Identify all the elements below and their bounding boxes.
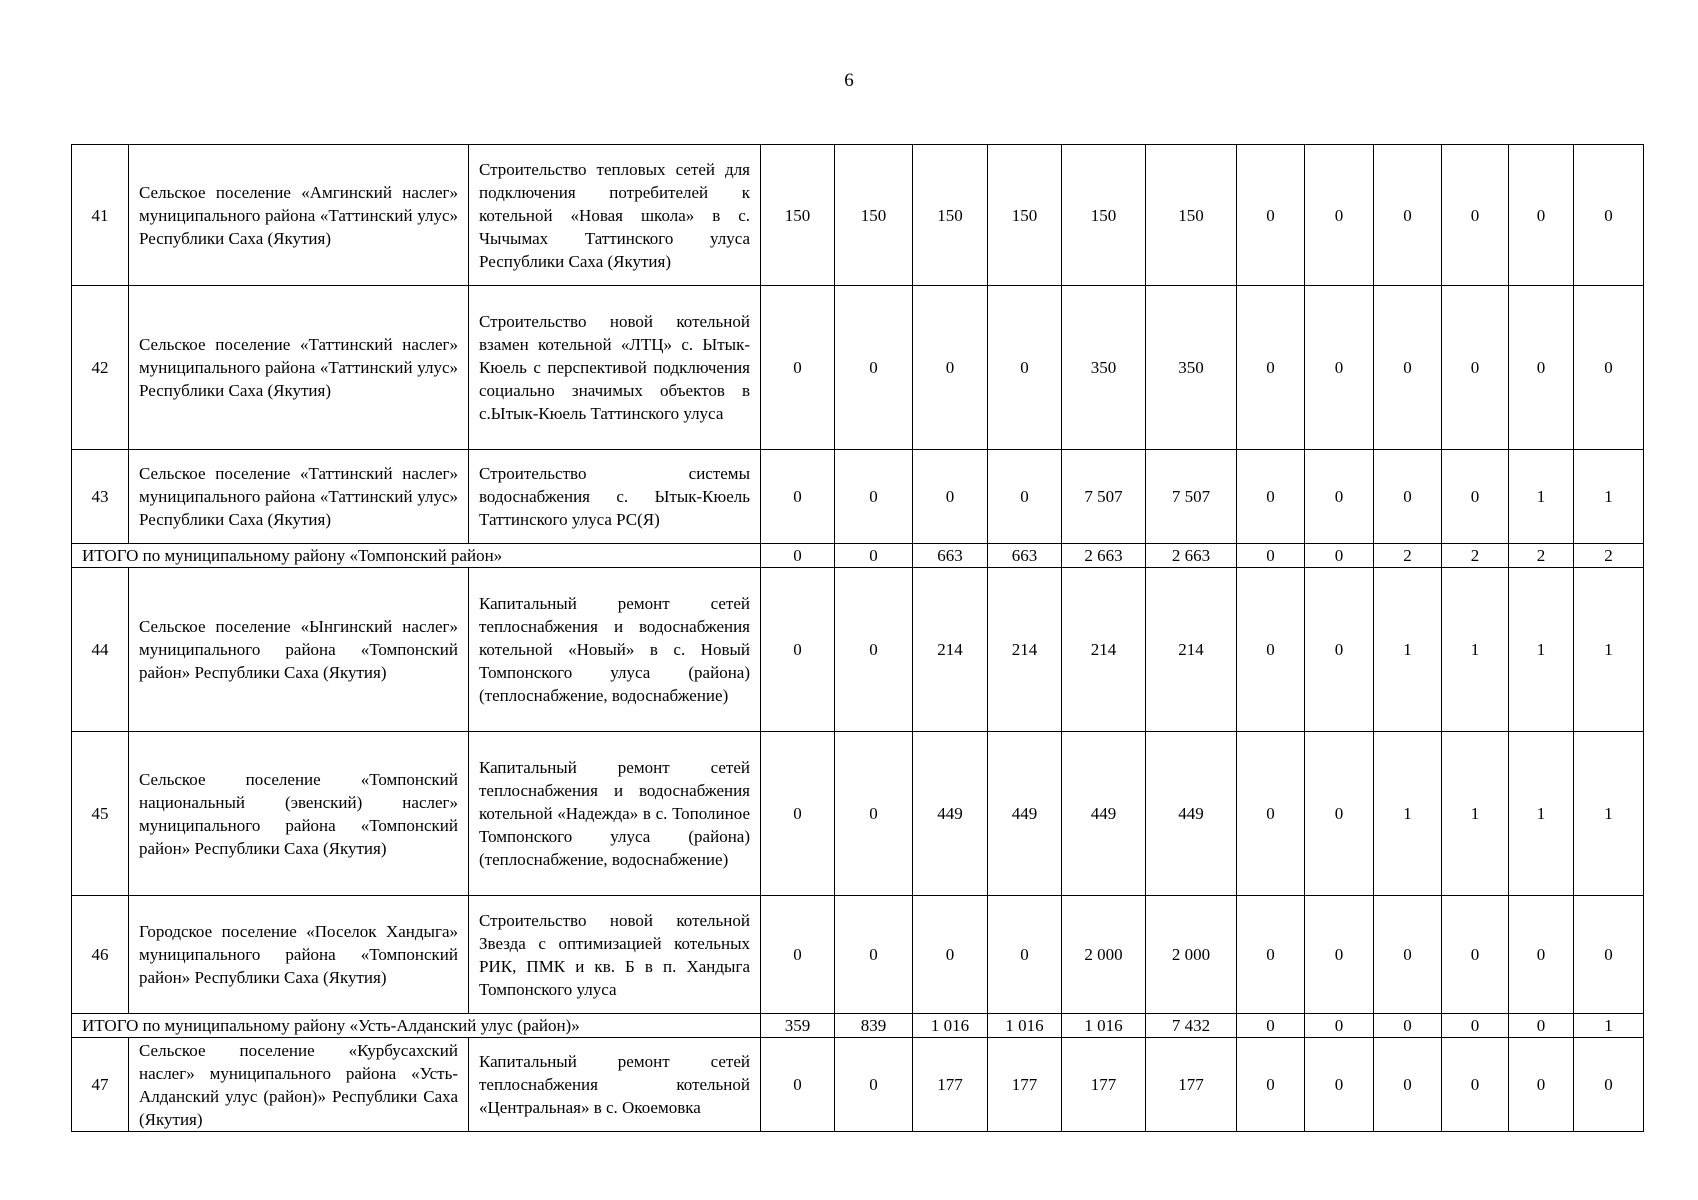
- value-cell: 2: [1374, 544, 1442, 568]
- value-cell: 839: [835, 1014, 913, 1038]
- value-cell: 2: [1509, 544, 1574, 568]
- value-cell: 0: [1305, 896, 1374, 1014]
- value-cell: 0: [1509, 145, 1574, 286]
- value-cell: 177: [913, 1038, 988, 1132]
- project-cell: Строительство тепловых сетей для подключения потребителей к котельной «Новая школа» в с. Чычымах Таттинского улуса Республики Саха (Якутия): [469, 145, 761, 286]
- value-cell: 0: [1509, 896, 1574, 1014]
- table-row: [72, 896, 1644, 1014]
- value-cell: 0: [1237, 896, 1305, 1014]
- value-cell: 177: [1062, 1038, 1146, 1132]
- project-cell: Строительство новой котельной взамен котельной «ЛТЦ» с. Ытык-Кюель с перспективой подключения социально значимых объектов в с.Ытык-Кюель Таттинского улуса: [469, 286, 761, 450]
- project-cell: Строительство новой котельной Звезда с оптимизацией котельных РИК, ПМК и кв. Б в п. Хандыга Томпонского улуса: [469, 896, 761, 1014]
- value-cell: 0: [1237, 732, 1305, 896]
- value-cell: 449: [988, 732, 1062, 896]
- project-cell: Строительство системы водоснабжения с. Ытык-Кюель Таттинского улуса РС(Я): [469, 450, 761, 544]
- value-cell: 0: [1305, 568, 1374, 732]
- value-cell: 0: [835, 450, 913, 544]
- municipality-cell: Сельское поселение «Ынгинский наслег» муниципального района «Томпонский район» Республики Саха (Якутия): [129, 568, 469, 732]
- value-cell: 0: [1442, 450, 1509, 544]
- value-cell: 449: [1146, 732, 1237, 896]
- value-cell: 0: [1442, 286, 1509, 450]
- table-row: [72, 450, 1644, 544]
- page-number: 6: [844, 70, 854, 91]
- value-cell: 0: [1574, 145, 1644, 286]
- total-row: [72, 544, 1644, 568]
- total-label: ИТОГО по муниципальному району «Томпонский район»: [72, 544, 761, 568]
- row-number: 46: [72, 896, 129, 1014]
- value-cell: 0: [913, 286, 988, 450]
- table-row: [72, 1038, 1644, 1132]
- municipality-cell: Сельское поселение «Таттинский наслег» муниципального района «Таттинский улус» Республики Саха (Якутия): [129, 450, 469, 544]
- value-cell: 0: [1305, 1038, 1374, 1132]
- value-cell: 0: [1509, 1038, 1574, 1132]
- value-cell: 0: [1374, 1038, 1442, 1132]
- value-cell: 1: [1574, 1014, 1644, 1038]
- table-row: [72, 732, 1644, 896]
- value-cell: 0: [835, 896, 913, 1014]
- municipality-cell: Городское поселение «Поселок Хандыга» муниципального района «Томпонский район» Республики Саха (Якутия): [129, 896, 469, 1014]
- value-cell: 0: [1442, 1038, 1509, 1132]
- value-cell: 0: [1237, 145, 1305, 286]
- value-cell: 350: [1146, 286, 1237, 450]
- value-cell: 2 000: [1146, 896, 1237, 1014]
- value-cell: 2 000: [1062, 896, 1146, 1014]
- value-cell: 7 507: [1146, 450, 1237, 544]
- value-cell: 1 016: [1062, 1014, 1146, 1038]
- value-cell: 0: [1509, 286, 1574, 450]
- value-cell: 0: [761, 732, 835, 896]
- value-cell: 214: [1146, 568, 1237, 732]
- row-number: 42: [72, 286, 129, 450]
- value-cell: 663: [988, 544, 1062, 568]
- value-cell: 0: [988, 450, 1062, 544]
- value-cell: 0: [1305, 450, 1374, 544]
- value-cell: 177: [988, 1038, 1062, 1132]
- project-cell: Капитальный ремонт сетей теплоснабжения и водоснабжения котельной «Надежда» в с. Тополиное Томпонского улуса (района) (теплоснабжение, водоснабжение): [469, 732, 761, 896]
- value-cell: 0: [761, 450, 835, 544]
- value-cell: 0: [835, 286, 913, 450]
- value-cell: 663: [913, 544, 988, 568]
- value-cell: 1: [1509, 732, 1574, 896]
- value-cell: 449: [1062, 732, 1146, 896]
- value-cell: 1: [1509, 450, 1574, 544]
- value-cell: 0: [835, 568, 913, 732]
- value-cell: 0: [761, 286, 835, 450]
- value-cell: 0: [1305, 732, 1374, 896]
- total-row: [72, 1014, 1644, 1038]
- value-cell: 177: [1146, 1038, 1237, 1132]
- value-cell: 150: [913, 145, 988, 286]
- value-cell: 0: [1374, 896, 1442, 1014]
- value-cell: 0: [1442, 145, 1509, 286]
- row-number: 45: [72, 732, 129, 896]
- value-cell: 1: [1509, 568, 1574, 732]
- value-cell: 0: [1442, 896, 1509, 1014]
- table-row: [72, 568, 1644, 732]
- value-cell: 0: [1305, 1014, 1374, 1038]
- value-cell: 0: [761, 896, 835, 1014]
- value-cell: 0: [1374, 450, 1442, 544]
- municipality-cell: Сельское поселение «Курбусахский наслег» муниципального района «Усть-Алданский улус (район)» Республики Саха (Якутия): [129, 1038, 469, 1132]
- value-cell: 0: [1374, 286, 1442, 450]
- value-cell: 2: [1442, 544, 1509, 568]
- value-cell: 1: [1574, 450, 1644, 544]
- value-cell: 449: [913, 732, 988, 896]
- value-cell: 0: [1509, 1014, 1574, 1038]
- value-cell: 0: [1374, 1014, 1442, 1038]
- value-cell: 1: [1442, 568, 1509, 732]
- value-cell: 0: [1305, 544, 1374, 568]
- value-cell: 0: [761, 544, 835, 568]
- table-row: [72, 286, 1644, 450]
- value-cell: 150: [988, 145, 1062, 286]
- value-cell: 0: [988, 896, 1062, 1014]
- value-cell: 1: [1374, 732, 1442, 896]
- value-cell: 0: [913, 896, 988, 1014]
- value-cell: 0: [1305, 286, 1374, 450]
- value-cell: 359: [761, 1014, 835, 1038]
- row-number: 41: [72, 145, 129, 286]
- municipality-cell: Сельское поселение «Амгинский наслег» муниципального района «Таттинский улус» Республики Саха (Якутия): [129, 145, 469, 286]
- value-cell: 0: [1574, 896, 1644, 1014]
- value-cell: 0: [835, 544, 913, 568]
- value-cell: 0: [761, 568, 835, 732]
- value-cell: 214: [988, 568, 1062, 732]
- row-number: 44: [72, 568, 129, 732]
- municipality-cell: Сельское поселение «Таттинский наслег» муниципального района «Таттинский улус» Республики Саха (Якутия): [129, 286, 469, 450]
- value-cell: 150: [1146, 145, 1237, 286]
- value-cell: 2 663: [1146, 544, 1237, 568]
- value-cell: 214: [1062, 568, 1146, 732]
- value-cell: 0: [761, 1038, 835, 1132]
- row-number: 43: [72, 450, 129, 544]
- value-cell: 2 663: [1062, 544, 1146, 568]
- value-cell: 1: [1442, 732, 1509, 896]
- investment-table: [71, 144, 1644, 1132]
- value-cell: 0: [1237, 286, 1305, 450]
- project-cell: Капитальный ремонт сетей теплоснабжения и водоснабжения котельной «Новый» в с. Новый Томпонского улуса (района) (теплоснабжение, водоснабжение): [469, 568, 761, 732]
- value-cell: 350: [1062, 286, 1146, 450]
- value-cell: 0: [1574, 286, 1644, 450]
- value-cell: 150: [761, 145, 835, 286]
- value-cell: 150: [1062, 145, 1146, 286]
- value-cell: 0: [988, 286, 1062, 450]
- value-cell: 0: [1442, 1014, 1509, 1038]
- value-cell: 0: [913, 450, 988, 544]
- value-cell: 7 507: [1062, 450, 1146, 544]
- value-cell: 0: [1574, 1038, 1644, 1132]
- value-cell: 0: [1237, 450, 1305, 544]
- value-cell: 1: [1574, 568, 1644, 732]
- project-cell: Капитальный ремонт сетей теплоснабжения котельной «Центральная» в с. Окоемовка: [469, 1038, 761, 1132]
- value-cell: 7 432: [1146, 1014, 1237, 1038]
- value-cell: 0: [1237, 1038, 1305, 1132]
- value-cell: 214: [913, 568, 988, 732]
- value-cell: 1 016: [988, 1014, 1062, 1038]
- value-cell: 0: [1237, 1014, 1305, 1038]
- value-cell: 0: [1237, 544, 1305, 568]
- table-row: [72, 145, 1644, 286]
- value-cell: 1 016: [913, 1014, 988, 1038]
- value-cell: 1: [1574, 732, 1644, 896]
- total-label: ИТОГО по муниципальному району «Усть-Алданский улус (район)»: [72, 1014, 761, 1038]
- value-cell: 0: [1237, 568, 1305, 732]
- row-number: 47: [72, 1038, 129, 1132]
- value-cell: 150: [835, 145, 913, 286]
- value-cell: 0: [835, 1038, 913, 1132]
- value-cell: 0: [835, 732, 913, 896]
- value-cell: 0: [1374, 145, 1442, 286]
- value-cell: 2: [1574, 544, 1644, 568]
- municipality-cell: Сельское поселение «Томпонский национальный (эвенский) наслег» муниципального района «Томпонский район» Республики Саха (Якутия): [129, 732, 469, 896]
- value-cell: 1: [1374, 568, 1442, 732]
- value-cell: 0: [1305, 145, 1374, 286]
